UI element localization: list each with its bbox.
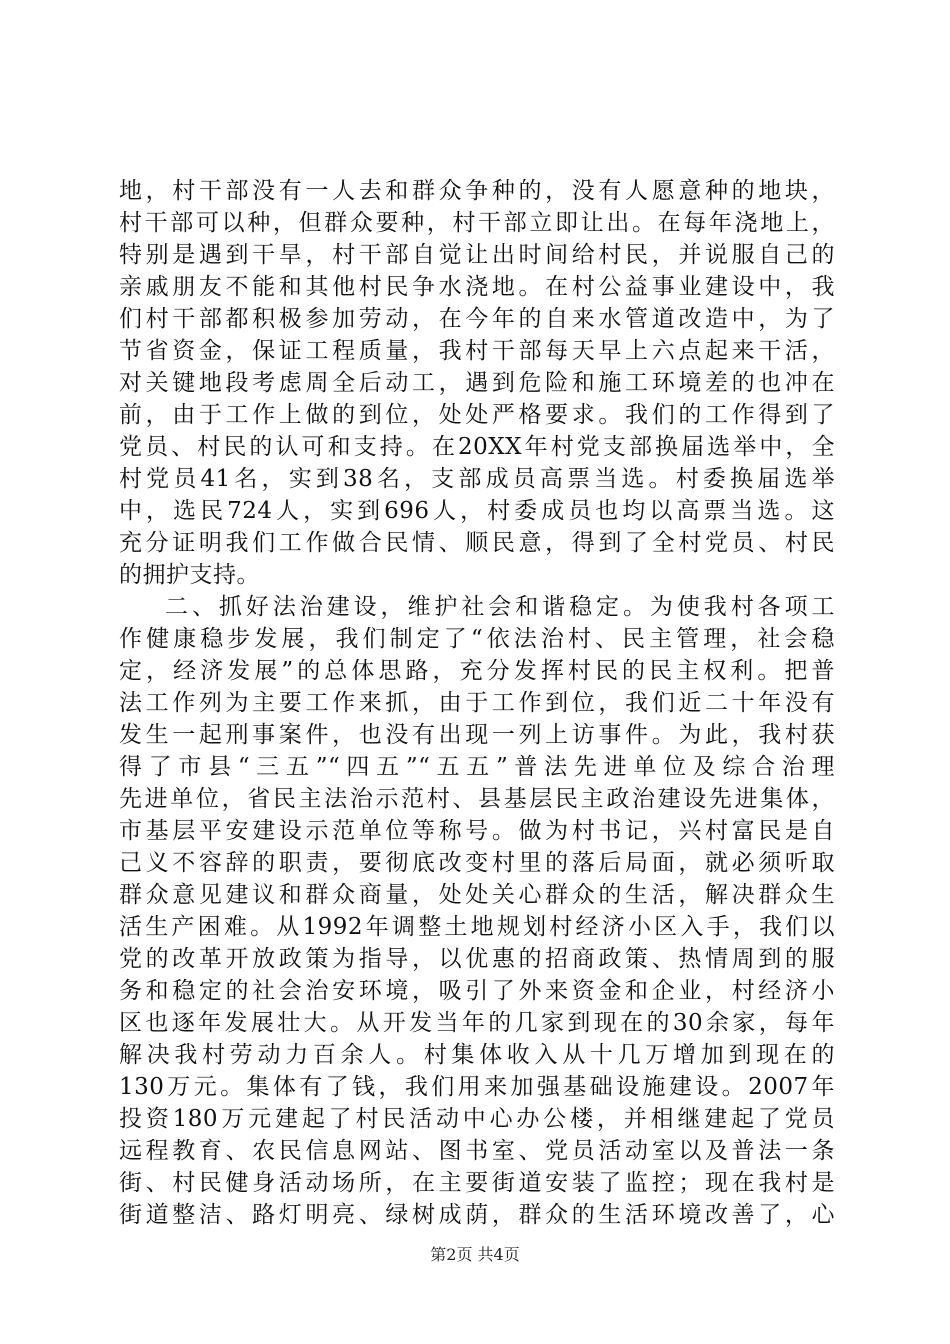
text-line: 市基层平安建设示范单位等称号。做为村书记，兴村富民是自 (119, 818, 835, 844)
text-line: 街、村民健身活动场所，在主要街道安装了监控；现在我村是 (119, 1170, 835, 1196)
text-line: 前，由于工作上做的到位，处处严格要求。我们的工作得到了 (119, 402, 835, 428)
text-line: 党员、村民的认可和支持。在20XX年村党支部换届选举中，全 (119, 434, 835, 460)
text-line: 地，村干部没有一人去和群众争种的，没有人愿意种的地块， (119, 178, 835, 204)
text-line: 解决我村劳动力百余人。村集体收入从十几万增加到现在的 (119, 1042, 835, 1068)
text-line: 中，选民724人，实到696人，村委成员也均以高票当选。这 (119, 498, 835, 524)
text-line: 充分证明我们工作做合民情、顺民意，得到了全村党员、村民 (119, 530, 835, 556)
text-line: 己义不容辞的职责，要彻底改变村里的落后局面，就必须听取 (119, 850, 835, 876)
text-line: 二、抓好法治建设，维护社会和谐稳定。为使我村各项工 (165, 594, 835, 620)
text-line: 得了市县“三五”“四五”“五五”普法先进单位及综合治理 (119, 754, 835, 780)
page-footer: 第2页 共4页 (430, 1245, 520, 1264)
text-line: 作健康稳步发展，我们制定了“依法治村、民主管理，社会稳 (119, 626, 835, 652)
paragraph-2 (119, 591, 835, 1231)
text-line: 130万元。集体有了钱，我们用来加强基础设施建设。2007年 (119, 1074, 835, 1100)
text-line: 的拥护支持。 (119, 562, 260, 588)
text-line: 节省资金，保证工程质量，我村干部每天早上六点起来干活， (119, 338, 835, 364)
text-line: 党的改革开放政策为指导，以优惠的招商政策、热情周到的服 (119, 946, 835, 972)
text-line: 投资180万元建起了村民活动中心办公楼，并相继建起了党员 (119, 1106, 835, 1132)
body-text (119, 175, 835, 1231)
text-line: 远程教育、农民信息网站、图书室、党员活动室以及普法一条 (119, 1138, 835, 1164)
text-line: 先进单位，省民主法治示范村、县基层民主政治建设先进集体， (119, 786, 835, 812)
text-line: 发生一起刑事案件，也没有出现一列上访事件。为此，我村获 (119, 722, 835, 748)
text-line: 村党员41名，实到38名，支部成员高票当选。村委换届选举 (119, 466, 835, 492)
paragraph-1 (119, 175, 835, 591)
text-line: 亲戚朋友不能和其他村民争水浇地。在村公益事业建设中，我 (119, 274, 835, 300)
text-line: 特别是遇到干旱，村干部自觉让出时间给村民，并说服自己的 (119, 242, 835, 268)
text-line: 务和稳定的社会治安环境，吸引了外来资金和企业，村经济小 (119, 978, 835, 1004)
text-line: 区也逐年发展壮大。从开发当年的几家到现在的30余家，每年 (119, 1010, 835, 1036)
text-line: 法工作列为主要工作来抓，由于工作到位，我们近二十年没有 (119, 690, 835, 716)
text-line: 活生产困难。从1992年调整土地规划村经济小区入手，我们以 (119, 914, 835, 940)
text-line: 定，经济发展”的总体思路，充分发挥村民的民主权利。把普 (119, 658, 835, 684)
text-line: 群众意见建议和群众商量，处处关心群众的生活，解决群众生 (119, 882, 835, 908)
text-line: 村干部可以种，但群众要种，村干部立即让出。在每年浇地上， (119, 210, 835, 236)
text-line: 街道整洁、路灯明亮、绿树成荫，群众的生活环境改善了，心 (119, 1202, 835, 1228)
text-line: 对关键地段考虑周全后动工，遇到危险和施工环境差的也冲在 (119, 370, 835, 396)
text-line: 们村干部都积极参加劳动，在今年的自来水管道改造中，为了 (119, 306, 835, 332)
